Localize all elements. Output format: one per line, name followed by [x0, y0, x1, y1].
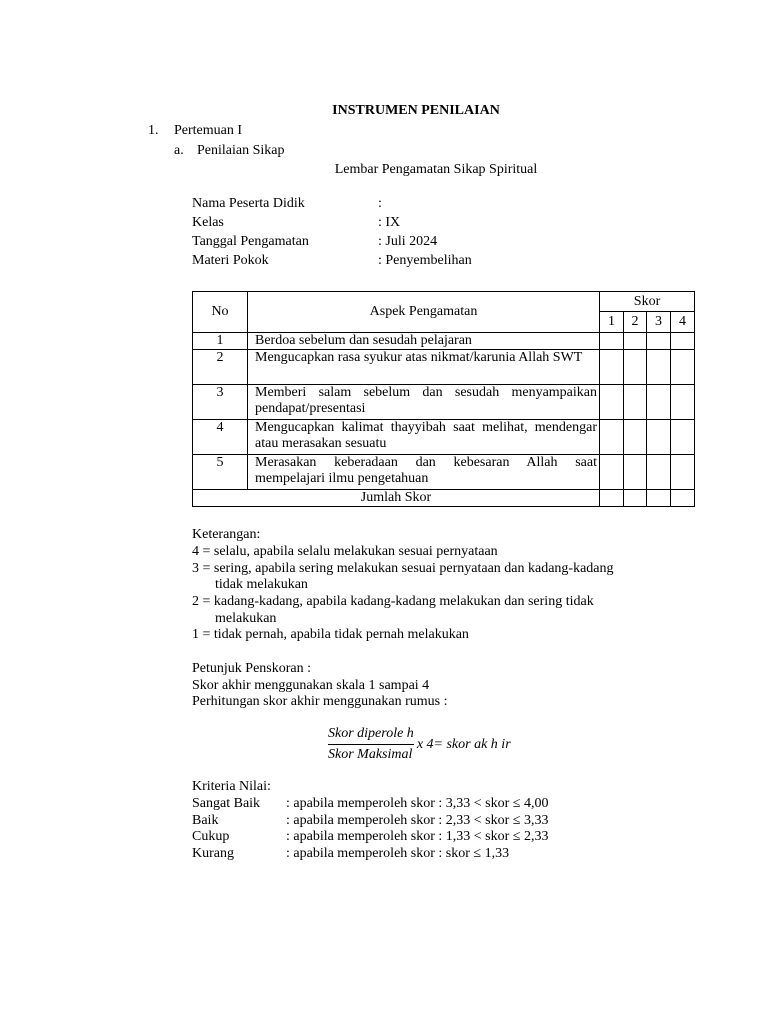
note-item-continuation: melakukan	[215, 611, 277, 626]
identity-value: :	[378, 196, 382, 211]
criteria-desc: : apabila memperoleh skor : skor ≤ 1,33	[286, 846, 510, 861]
table-row	[193, 455, 695, 490]
score-level: 1	[600, 312, 624, 333]
score-cell[interactable]	[600, 420, 624, 455]
criteria-label: Cukup	[192, 829, 230, 844]
header-no: No	[193, 292, 248, 333]
score-cell[interactable]	[624, 350, 647, 385]
formula-fraction	[328, 726, 414, 763]
note-item-continuation: tidak melakukan	[215, 577, 308, 592]
score-cell[interactable]	[671, 420, 695, 455]
note-item: 2 = kadang-kadang, apabila kadang-kadang melakukan dan sering tidak	[192, 594, 594, 609]
score-cell[interactable]	[600, 455, 624, 490]
formula-multiplier: x 4= skor ak h ir	[416, 736, 511, 752]
score-cell[interactable]	[671, 385, 695, 420]
total-cell[interactable]	[647, 490, 671, 507]
criteria-desc: : apabila memperoleh skor : 2,33 < skor ≤ 3,33	[286, 813, 549, 828]
score-cell[interactable]	[671, 333, 695, 350]
row-number: 2	[193, 350, 248, 385]
row-aspect: Merasakan keberadaan dan kebesaran Allah saat mempelajari ilmu pengetahuan	[248, 455, 600, 490]
identity-label: Materi Pokok	[192, 253, 269, 268]
score-cell[interactable]	[647, 333, 671, 350]
score-level: 2	[624, 312, 647, 333]
criteria-label: Kurang	[192, 846, 234, 861]
criteria-label: Baik	[192, 813, 219, 828]
score-cell[interactable]	[624, 333, 647, 350]
score-cell[interactable]	[624, 455, 647, 490]
formula-denominator: Skor Maksimal	[328, 747, 413, 762]
sheet-title: Lembar Pengamatan Sikap Spiritual	[334, 162, 538, 177]
row-aspect: Mengucapkan kalimat thayyibah saat melihat, mendengar atau merasakan sesuatu	[248, 420, 600, 455]
section-number: 1.	[148, 123, 159, 138]
identity-value: : Penyembelihan	[378, 253, 472, 268]
identity-value: : IX	[378, 215, 401, 230]
header-score: Skor	[600, 292, 695, 312]
score-formula	[328, 726, 511, 763]
criteria-heading: Kriteria Nilai:	[192, 779, 271, 794]
row-number: 3	[193, 385, 248, 420]
total-cell[interactable]	[671, 490, 695, 507]
criteria-desc: : apabila memperoleh skor : 1,33 < skor ≤ 2,33	[286, 829, 549, 844]
note-item: 3 = sering, apabila sering melakukan sesuai pernyataan dan kadang-kadang	[192, 561, 614, 576]
score-cell[interactable]	[671, 350, 695, 385]
score-level: 3	[647, 312, 671, 333]
scoring-line: Skor akhir menggunakan skala 1 sampai 4	[192, 678, 430, 693]
score-cell[interactable]	[671, 455, 695, 490]
total-cell[interactable]	[624, 490, 647, 507]
score-cell[interactable]	[647, 385, 671, 420]
identity-label: Kelas	[192, 215, 224, 230]
formula-numerator: Skor diperole h	[328, 726, 414, 745]
score-cell[interactable]	[600, 385, 624, 420]
criteria-label: Sangat Baik	[192, 796, 261, 811]
row-aspect: Berdoa sebelum dan sesudah pelajaran	[248, 333, 600, 350]
note-item: 4 = selalu, apabila selalu melakukan sesuai pernyataan	[192, 544, 498, 559]
score-cell[interactable]	[624, 420, 647, 455]
subsection-label: Penilaian Sikap	[197, 143, 285, 158]
total-cell[interactable]	[600, 490, 624, 507]
identity-label: Tanggal Pengamatan	[192, 234, 309, 249]
row-number: 1	[193, 333, 248, 350]
identity-value: : Juli 2024	[378, 234, 438, 249]
row-number: 4	[193, 420, 248, 455]
score-cell[interactable]	[600, 333, 624, 350]
table-row	[193, 420, 695, 455]
total-label: Jumlah Skor	[193, 490, 600, 507]
row-aspect: Mengucapkan rasa syukur atas nikmat/karunia Allah SWT	[248, 350, 600, 385]
table-row	[193, 333, 695, 350]
score-cell[interactable]	[600, 350, 624, 385]
score-cell[interactable]	[647, 455, 671, 490]
scoring-heading: Petunjuk Penskoran :	[192, 661, 311, 676]
total-row	[193, 490, 695, 507]
score-cell[interactable]	[624, 385, 647, 420]
table-row	[193, 350, 695, 385]
subsection-letter: a.	[174, 143, 184, 158]
identity-label: Nama Peserta Didik	[192, 196, 305, 211]
section-label: Pertemuan I	[174, 123, 243, 138]
header-aspect: Aspek Pengamatan	[248, 292, 600, 333]
row-number: 5	[193, 455, 248, 490]
document-title: INSTRUMEN PENILAIAN	[332, 103, 500, 118]
table-row	[193, 385, 695, 420]
criteria-desc: : apabila memperoleh skor : 3,33 < skor ≤ 4,00	[286, 796, 549, 811]
observation-table	[192, 291, 695, 507]
score-cell[interactable]	[647, 420, 671, 455]
scoring-line: Perhitungan skor akhir menggunakan rumus :	[192, 694, 448, 709]
score-level: 4	[671, 312, 695, 333]
notes-heading: Keterangan:	[192, 527, 261, 542]
row-aspect: Memberi salam sebelum dan sesudah menyampaikan pendapat/presentasi	[248, 385, 600, 420]
note-item: 1 = tidak pernah, apabila tidak pernah melakukan	[192, 627, 469, 642]
score-cell[interactable]	[647, 350, 671, 385]
